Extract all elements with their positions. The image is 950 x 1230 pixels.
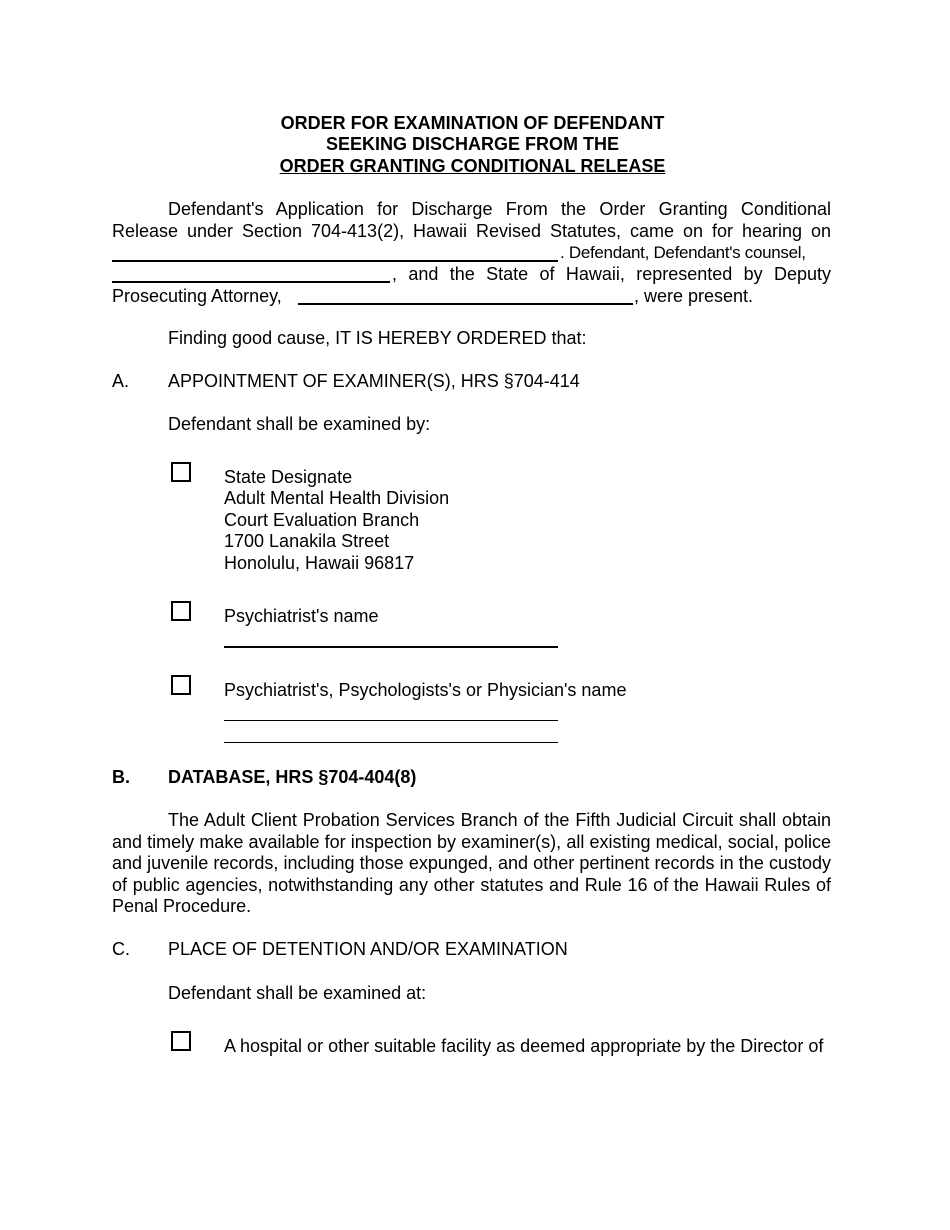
examiner-other-label: Psychiatrist's, Psychologists's or Physician's name (224, 680, 627, 700)
section-a-letter: A. (112, 371, 130, 391)
counsel-name-blank[interactable] (112, 281, 390, 283)
section-b-line-4: of public agencies, notwithstanding any other statutes and Rule 16 of the Hawaii Rules of (112, 875, 831, 895)
prosecutor-name-blank[interactable] (298, 303, 633, 305)
intro-line-5-head: Prosecuting Attorney, (112, 286, 282, 306)
state-designate-line-5: Honolulu, Hawaii 96817 (224, 553, 415, 573)
psychiatrist-name-blank[interactable] (224, 646, 558, 648)
examiner-name-blank-2[interactable] (224, 742, 558, 743)
title-line-2: SEEKING DISCHARGE FROM THE (325, 134, 620, 154)
section-b-letter: B. (112, 767, 130, 787)
hearing-date-blank[interactable] (112, 260, 558, 262)
state-designate-line-1: State Designate (224, 467, 353, 487)
hospital-facility-label: A hospital or other suitable facility as deemed appropriate by the Director of (224, 1036, 824, 1056)
checkbox-examiner-other[interactable] (171, 675, 191, 695)
state-designate-line-4: 1700 Lanakila Street (224, 531, 390, 551)
checkbox-hospital-facility[interactable] (171, 1031, 191, 1051)
section-b-line-5: Penal Procedure. (112, 896, 252, 916)
title-line-1: ORDER FOR EXAMINATION OF DEFENDANT (280, 113, 665, 133)
finding-text: Finding good cause, IT IS HEREBY ORDERED that: (168, 328, 587, 348)
section-b-line-2: and timely make available for inspection by examiner(s), all existing medical, social, police (112, 832, 831, 852)
state-designate-line-3: Court Evaluation Branch (224, 510, 420, 530)
section-b-line-3: and juvenile records, including those expunged, and other pertinent records in the custody (112, 853, 831, 873)
section-c-heading: PLACE OF DETENTION AND/OR EXAMINATION (168, 939, 568, 959)
state-designate-line-2: Adult Mental Health Division (224, 488, 450, 508)
section-a-lead: Defendant shall be examined by: (168, 414, 431, 434)
checkbox-state-designate[interactable] (171, 462, 191, 482)
intro-line-5-tail: , were present. (634, 286, 754, 306)
section-a-heading: APPOINTMENT OF EXAMINER(S), HRS §704-414 (168, 371, 580, 391)
psychiatrist-label: Psychiatrist's name (224, 606, 379, 626)
section-b-line-1: The Adult Client Probation Services Branch of the Fifth Judicial Circuit shall obtain (168, 810, 831, 830)
checkbox-psychiatrist[interactable] (171, 601, 191, 621)
intro-line-2: Release under Section 704-413(2), Hawaii Revised Statutes, came on for hearing on (112, 221, 831, 241)
examiner-name-blank-1[interactable] (224, 720, 558, 721)
intro-line-4-tail: , and the State of Hawaii, represented by Deputy (392, 264, 831, 284)
section-b-heading: DATABASE, HRS §704-404(8) (168, 767, 417, 787)
intro-line-3-tail: . Defendant, Defendant's counsel, (560, 243, 806, 262)
section-c-letter: C. (112, 939, 130, 959)
title-line-3: ORDER GRANTING CONDITIONAL RELEASE (279, 156, 666, 176)
section-c-lead: Defendant shall be examined at: (168, 983, 427, 1003)
intro-line-1: Defendant's Application for Discharge From the Order Granting Conditional (168, 199, 831, 219)
